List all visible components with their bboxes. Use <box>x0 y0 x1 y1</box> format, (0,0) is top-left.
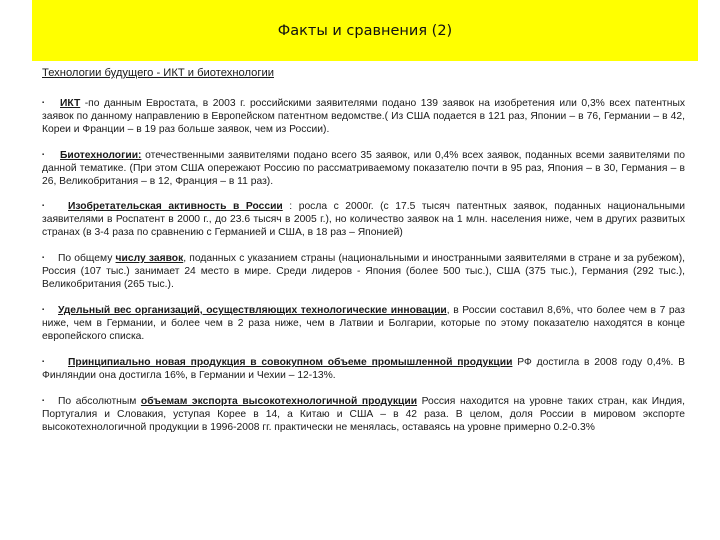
text-innovation-share: , в России составил 8,6%, что более чем в 7 раз ниже, чем в Германии, и более чем в 2 раза ниже, чем в Латвии и Болгарии, которые по этому показателю находятся в конце европейского списка. <box>42 305 685 342</box>
paragraph-new-products <box>42 356 685 382</box>
paragraph-biotech <box>42 149 685 188</box>
text-ict: -по данным Евростата, в 2003 г. российскими заявителями подано 139 заявок на изобретения или 0,3% всех патентных заявок по данному направлению в Европейском патентном ведомстве.( Из США подается в 121 раз, Японии – в 76, Германии – в 42, Кореи и Франции – в 19 раз больше заявок, чем из России). <box>42 98 685 135</box>
term-new-products: Принципиально новая продукция в совокупном объеме промышленной продукции <box>68 357 513 368</box>
slide-subtitle: Технологии будущего - ИКТ и биотехнологии <box>42 67 274 79</box>
text-inventive-activity: : росла с 2000г. (с 17.5 тысяч патентных заявок, поданных национальными заявителями в Роспатент в 2000 г., до 23.6 тысяч в 2005 г.), но количество заявок на 1 млн. населения ниже, чем в других развитых странах (в 3-4 раза по сравнению с Германией и США, в 18 раз – Японией) <box>42 201 685 238</box>
bullet-icon: ▪ <box>42 255 45 261</box>
term-application-count: числу заявок <box>115 253 184 264</box>
bullet-icon: ▪ <box>42 398 45 404</box>
bullet-icon: ▪ <box>42 152 45 158</box>
term-ict: ИКТ <box>60 98 81 109</box>
pre-application-count: По общему <box>58 253 116 264</box>
bullet-icon: ▪ <box>42 100 45 106</box>
paragraph-inventive-activity <box>42 200 685 239</box>
slide-title: Факты и сравнения (2) <box>277 22 453 39</box>
term-hightech-export: объемам экспорта высокотехнологичной продукции <box>140 396 418 407</box>
text-biotech: отечественными заявителями подано всего 35 заявок, или 0,4% всех заявок, поданных всеми заявителями по данной тематике. (При этом США опережают Россию по рассматриваемому показателю почти в 95 раз, Япония – в 30, Германия – в 26, Великобритания – в 12, Франция – в 11 раз). <box>42 150 685 187</box>
term-biotech: Биотехнологии: <box>60 150 142 161</box>
paragraph-ict <box>42 97 685 136</box>
text-new-products: РФ достигла в 2008 году 0,4%. В Финляндии она достигла 16%, в Германии и Чехии – 12-13%. <box>42 357 686 381</box>
text-hightech-export: Россия находится на уровне таких стран, как Индия, Португалия и Словакия, уступая Корее в 14, а Китаю и США – в 42 раза. В целом, доля России в мировом экспорте высокотехнологичной продукции в 1996-2008 гг. практически не менялась, оставаясь на уровне примерно 0.2-0.3% <box>42 396 685 433</box>
term-innovation-share: Удельный вес организаций, осуществляющих технологические инновации <box>58 305 447 316</box>
paragraph-hightech-export <box>42 395 685 434</box>
bullet-icon: ▪ <box>42 203 45 209</box>
paragraph-innovation-share <box>42 304 685 343</box>
text-application-count: , поданных с указанием страны (национальными и иностранными заявителями в стране и за рубежом), Россия (107 тыс.) занимает 24 место в мире. Среди лидеров - Япония (более 500 тыс.), США (375 тыс.), Германия (292 тыс.), Великобритания (265 тыс.). <box>42 253 685 290</box>
pre-hightech-export: По абсолютным <box>58 396 141 407</box>
bullet-icon: ▪ <box>42 307 45 313</box>
slide-content <box>42 67 685 434</box>
paragraph-application-count <box>42 252 685 291</box>
bullet-icon: ▪ <box>42 359 45 365</box>
term-inventive-activity: Изобретательская активность в России <box>68 201 283 212</box>
title-bar <box>32 0 698 61</box>
